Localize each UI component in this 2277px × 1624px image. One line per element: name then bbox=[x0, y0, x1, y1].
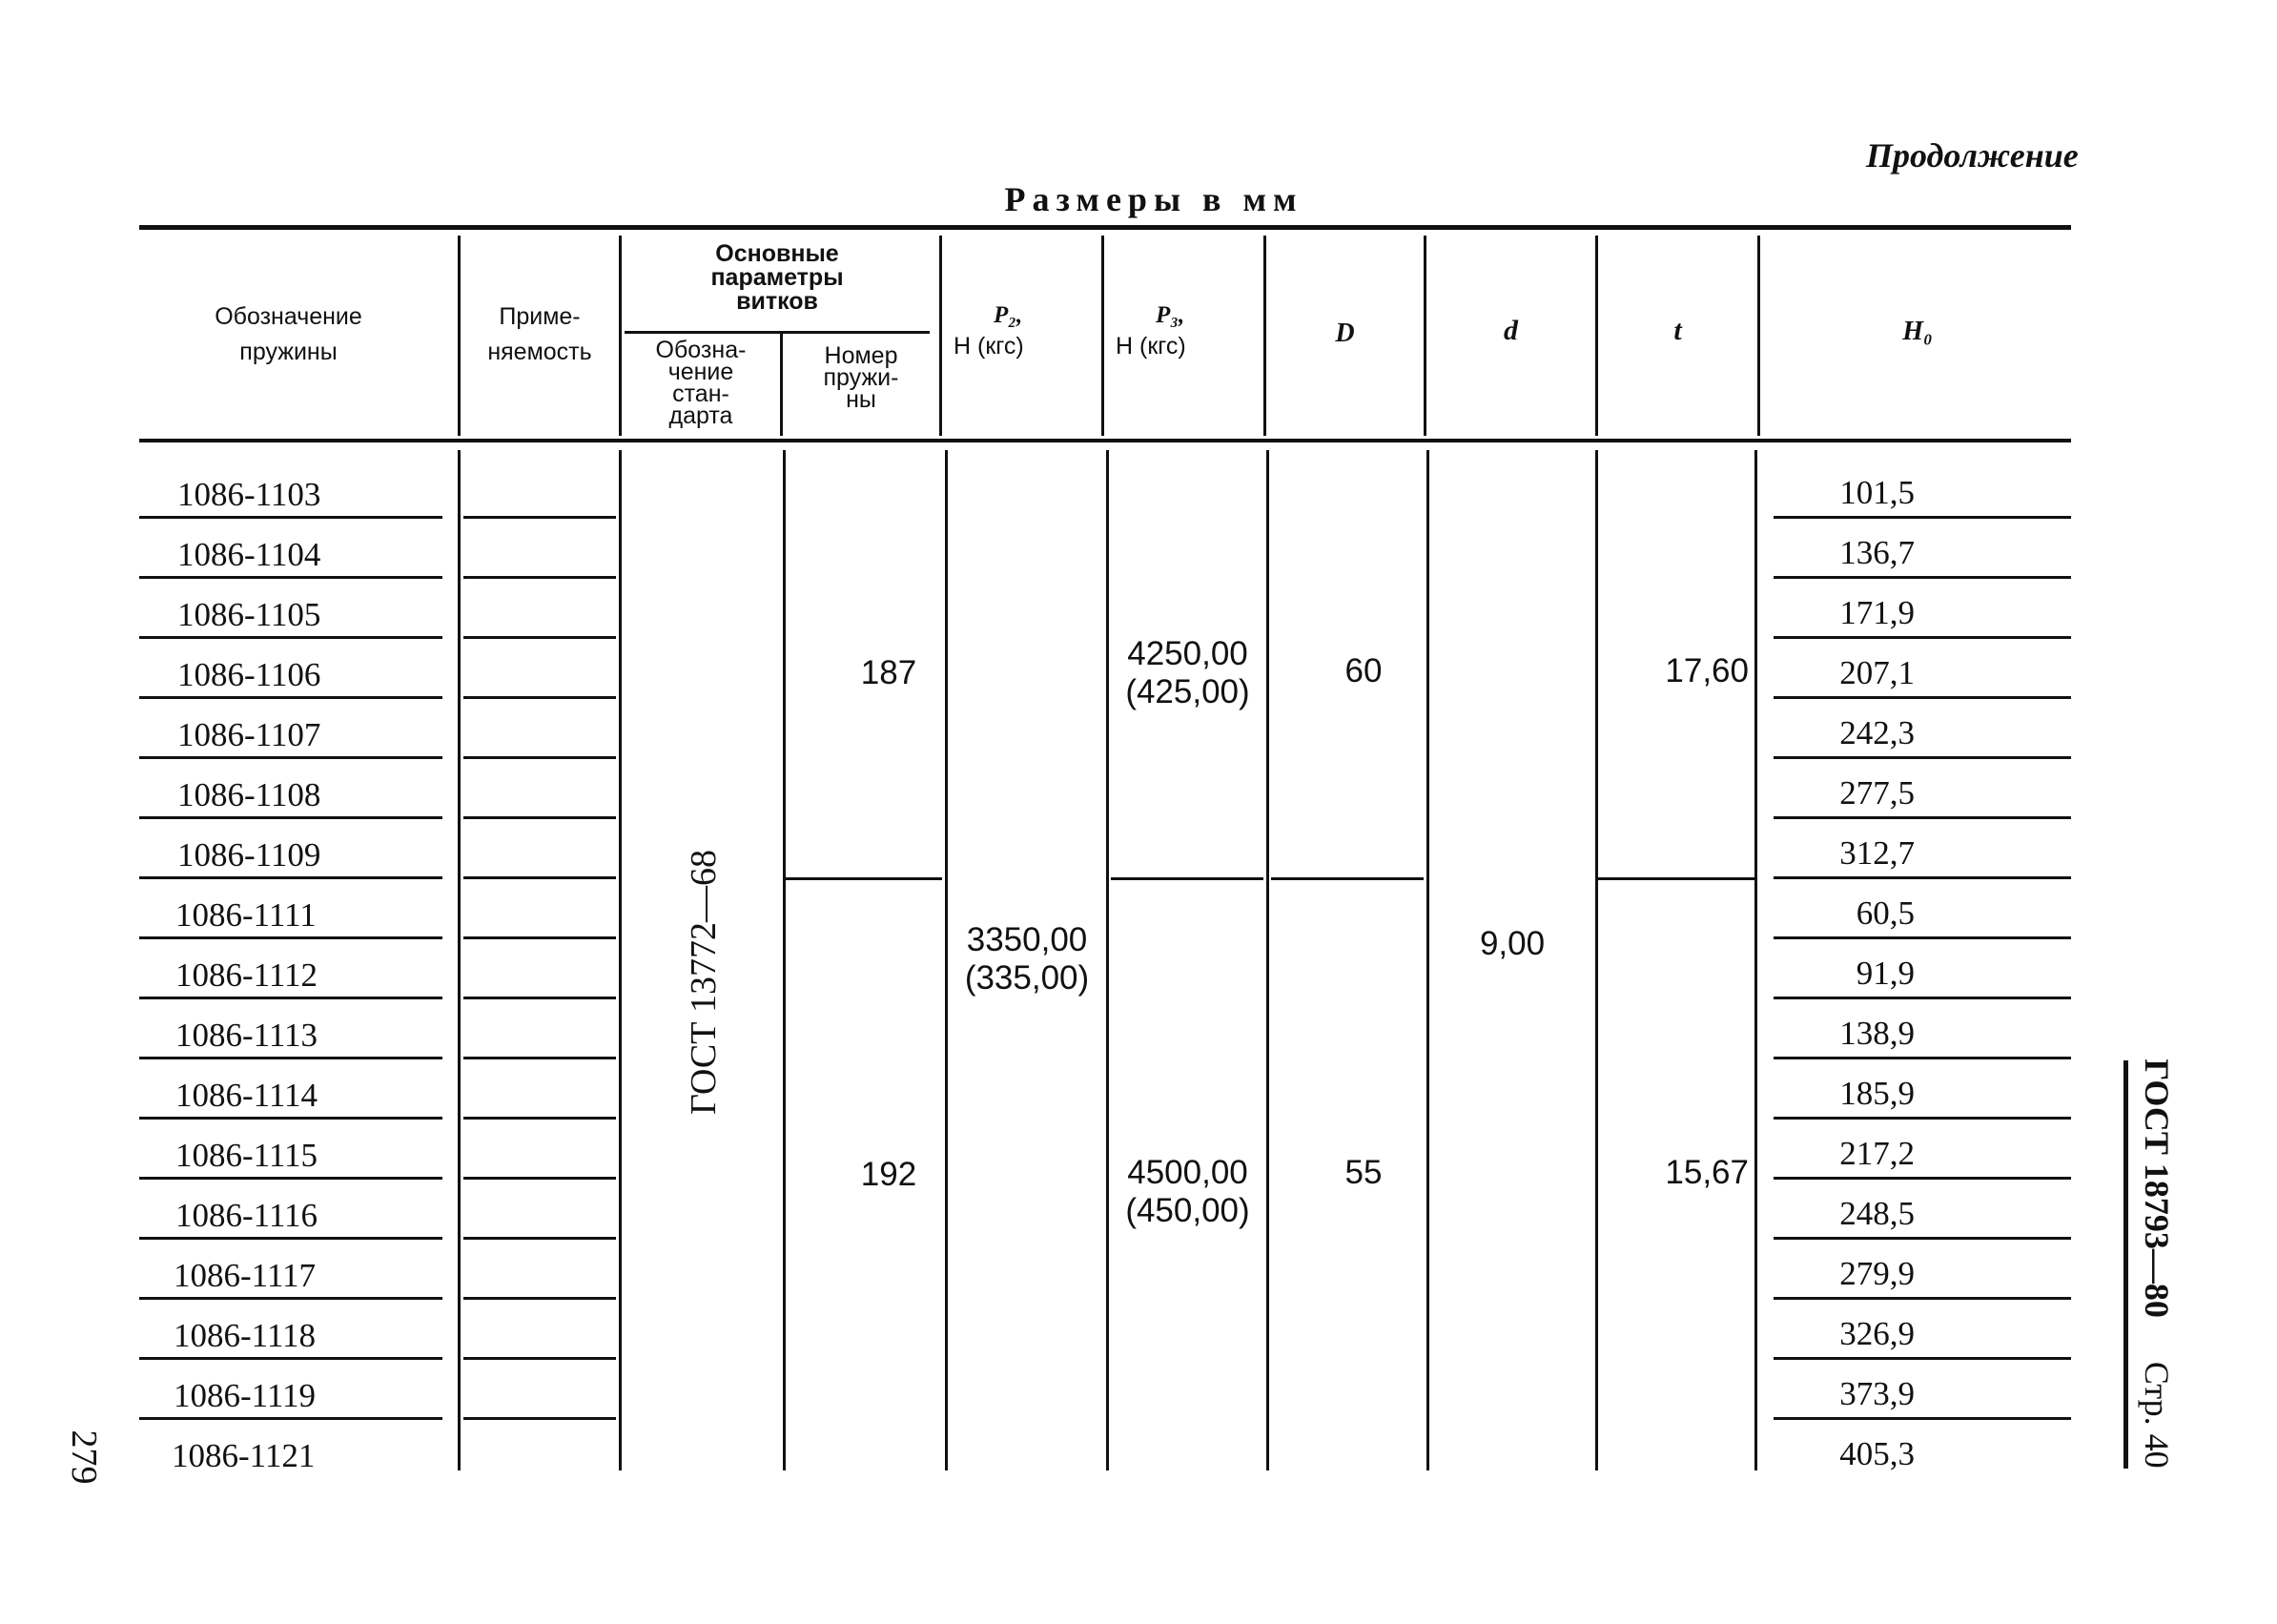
body-divider bbox=[619, 450, 622, 1470]
row-separator bbox=[1774, 756, 2071, 759]
header-t: t bbox=[1673, 315, 1682, 346]
row-separator bbox=[1774, 876, 2071, 879]
body-divider bbox=[1106, 450, 1109, 1470]
table-header-rule bbox=[139, 439, 2071, 442]
group1-t: 17,60 bbox=[1665, 652, 1749, 689]
row-separator bbox=[139, 576, 442, 579]
header-D: D bbox=[1335, 319, 1355, 348]
row-designation: 1086-1111 bbox=[175, 896, 317, 934]
row-designation: 1086-1114 bbox=[175, 1077, 318, 1114]
header-p3-unit: Н (кгс) bbox=[1116, 333, 1186, 360]
header-std-designation: Обозна- чение стан- дарта bbox=[655, 337, 747, 429]
row-separator bbox=[463, 696, 616, 699]
row-separator bbox=[139, 876, 442, 879]
row-designation: 1086-1106 bbox=[177, 656, 321, 693]
row-H0: 171,9 bbox=[1839, 594, 1915, 631]
merged-d: 9,00 bbox=[1479, 925, 1546, 962]
group1-spring-number: 187 bbox=[860, 654, 917, 691]
header-H0: H₀ bbox=[1902, 317, 1933, 346]
group2-spring-number: 192 bbox=[860, 1156, 917, 1193]
side-header-doc: ГОСТ 18793—80 bbox=[2138, 1059, 2176, 1318]
table-top-rule bbox=[139, 225, 2071, 230]
group2-p3 bbox=[1109, 1154, 1266, 1230]
row-separator bbox=[463, 1177, 616, 1180]
row-designation: 1086-1118 bbox=[174, 1317, 317, 1354]
group1-p3-value: 4250,00 bbox=[1127, 635, 1248, 672]
row-separator bbox=[463, 1357, 616, 1360]
continuation-label: Продолжение bbox=[1866, 136, 2079, 175]
side-header bbox=[2137, 1059, 2177, 1468]
row-separator bbox=[139, 1297, 442, 1300]
row-H0: 242,3 bbox=[1839, 714, 1915, 751]
row-designation: 1086-1108 bbox=[177, 776, 321, 813]
row-separator bbox=[463, 576, 616, 579]
header-spring-number: Номер пружи- ны bbox=[823, 342, 899, 413]
row-designation: 1086-1112 bbox=[175, 956, 318, 994]
row-separator bbox=[139, 1057, 442, 1059]
group-header-rule bbox=[625, 331, 930, 334]
row-H0: 312,7 bbox=[1839, 834, 1915, 872]
group2-p3-value: 4500,00 bbox=[1127, 1154, 1248, 1191]
merged-p2-kgf: (335,00) bbox=[964, 959, 1090, 997]
row-H0: 326,9 bbox=[1839, 1315, 1915, 1352]
group-separator bbox=[1271, 877, 1424, 880]
row-separator bbox=[463, 876, 616, 879]
header-designation: Обозначение пружины bbox=[215, 303, 362, 365]
row-separator bbox=[139, 1237, 442, 1240]
row-separator bbox=[1774, 516, 2071, 519]
header-divider bbox=[1101, 236, 1104, 436]
row-separator bbox=[1774, 1237, 2071, 1240]
group-separator bbox=[786, 877, 942, 880]
row-separator bbox=[463, 1057, 616, 1059]
row-separator bbox=[139, 936, 442, 939]
row-designation: 1086-1117 bbox=[174, 1257, 317, 1294]
row-H0: 91,9 bbox=[1856, 955, 1915, 992]
row-H0: 138,9 bbox=[1839, 1015, 1915, 1052]
row-separator bbox=[1774, 1297, 2071, 1300]
group1-D: 60 bbox=[1344, 652, 1383, 689]
row-separator bbox=[139, 1357, 442, 1360]
row-designation: 1086-1103 bbox=[177, 476, 321, 513]
header-p3-symbol: P₃, bbox=[1156, 302, 1185, 328]
header-divider bbox=[939, 236, 942, 436]
row-H0: 277,5 bbox=[1839, 774, 1915, 812]
row-separator bbox=[463, 997, 616, 999]
body-divider bbox=[783, 450, 786, 1470]
body-divider bbox=[1595, 450, 1598, 1470]
row-separator bbox=[139, 636, 442, 639]
row-H0: 185,9 bbox=[1839, 1075, 1915, 1112]
row-separator bbox=[1774, 696, 2071, 699]
side-header-page: Стр. 40 bbox=[2138, 1361, 2176, 1469]
row-separator bbox=[1774, 1177, 2071, 1180]
row-separator bbox=[1774, 576, 2071, 579]
row-separator bbox=[463, 636, 616, 639]
row-separator bbox=[139, 1117, 442, 1120]
row-separator bbox=[1774, 1057, 2071, 1059]
row-separator bbox=[139, 1417, 442, 1420]
row-H0: 60,5 bbox=[1856, 894, 1915, 932]
group-separator bbox=[1598, 877, 1754, 880]
row-separator bbox=[139, 1177, 442, 1180]
header-d: d bbox=[1504, 315, 1518, 346]
row-designation: 1086-1109 bbox=[177, 836, 321, 874]
merged-standard: ГОСТ 13772—68 bbox=[684, 850, 724, 1115]
header-p2 bbox=[954, 303, 1024, 359]
body-divider bbox=[1754, 450, 1757, 1470]
header-applicability: Приме- няемость bbox=[487, 303, 592, 365]
row-separator bbox=[139, 696, 442, 699]
row-designation: 1086-1113 bbox=[175, 1017, 318, 1054]
row-separator bbox=[463, 1237, 616, 1240]
merged-p2 bbox=[948, 921, 1106, 997]
row-separator bbox=[139, 816, 442, 819]
row-designation: 1086-1116 bbox=[175, 1197, 318, 1234]
row-separator bbox=[139, 756, 442, 759]
group-separator bbox=[1111, 877, 1263, 880]
row-separator bbox=[1774, 1117, 2071, 1120]
group2-p3-kgf: (450,00) bbox=[1125, 1192, 1250, 1229]
row-H0: 207,1 bbox=[1839, 654, 1915, 691]
header-p2-symbol: P₂, bbox=[994, 302, 1023, 328]
row-H0: 248,5 bbox=[1839, 1195, 1915, 1232]
row-designation: 1086-1121 bbox=[172, 1437, 316, 1474]
row-separator bbox=[1774, 636, 2071, 639]
row-H0: 101,5 bbox=[1839, 474, 1915, 511]
row-separator bbox=[1774, 997, 2071, 999]
header-p3 bbox=[1116, 303, 1186, 359]
group1-p3 bbox=[1109, 635, 1266, 711]
row-separator bbox=[463, 816, 616, 819]
page-number: 279 bbox=[64, 1429, 104, 1485]
group2-D: 55 bbox=[1344, 1154, 1383, 1191]
row-designation: 1086-1105 bbox=[177, 596, 321, 633]
merged-p2-value: 3350,00 bbox=[966, 921, 1088, 958]
row-separator bbox=[1774, 816, 2071, 819]
body-divider bbox=[1266, 450, 1269, 1470]
row-separator bbox=[463, 1297, 616, 1300]
row-H0: 405,3 bbox=[1839, 1435, 1915, 1472]
row-separator bbox=[139, 516, 442, 519]
row-separator bbox=[1774, 1417, 2071, 1420]
row-designation: 1086-1119 bbox=[174, 1377, 317, 1414]
row-separator bbox=[463, 1117, 616, 1120]
row-separator bbox=[463, 1417, 616, 1420]
row-separator bbox=[463, 936, 616, 939]
row-H0: 373,9 bbox=[1839, 1375, 1915, 1412]
row-H0: 279,9 bbox=[1839, 1255, 1915, 1292]
row-designation: 1086-1104 bbox=[177, 536, 321, 573]
row-designation: 1086-1115 bbox=[175, 1137, 318, 1174]
group2-t: 15,67 bbox=[1665, 1154, 1749, 1191]
row-separator bbox=[463, 516, 616, 519]
header-p2-unit: Н (кгс) bbox=[954, 333, 1024, 360]
group1-p3-kgf: (425,00) bbox=[1125, 673, 1250, 710]
units-caption: Размеры в мм bbox=[1004, 180, 1303, 218]
row-H0: 217,2 bbox=[1839, 1135, 1915, 1172]
row-separator bbox=[139, 997, 442, 999]
row-separator bbox=[1774, 936, 2071, 939]
row-designation: 1086-1107 bbox=[177, 716, 321, 753]
row-separator bbox=[463, 756, 616, 759]
side-header-rule bbox=[2123, 1060, 2128, 1469]
header-main-params: Основные параметры витков bbox=[710, 240, 844, 315]
body-divider bbox=[458, 450, 461, 1470]
row-H0: 136,7 bbox=[1839, 534, 1915, 571]
row-separator bbox=[1774, 1357, 2071, 1360]
